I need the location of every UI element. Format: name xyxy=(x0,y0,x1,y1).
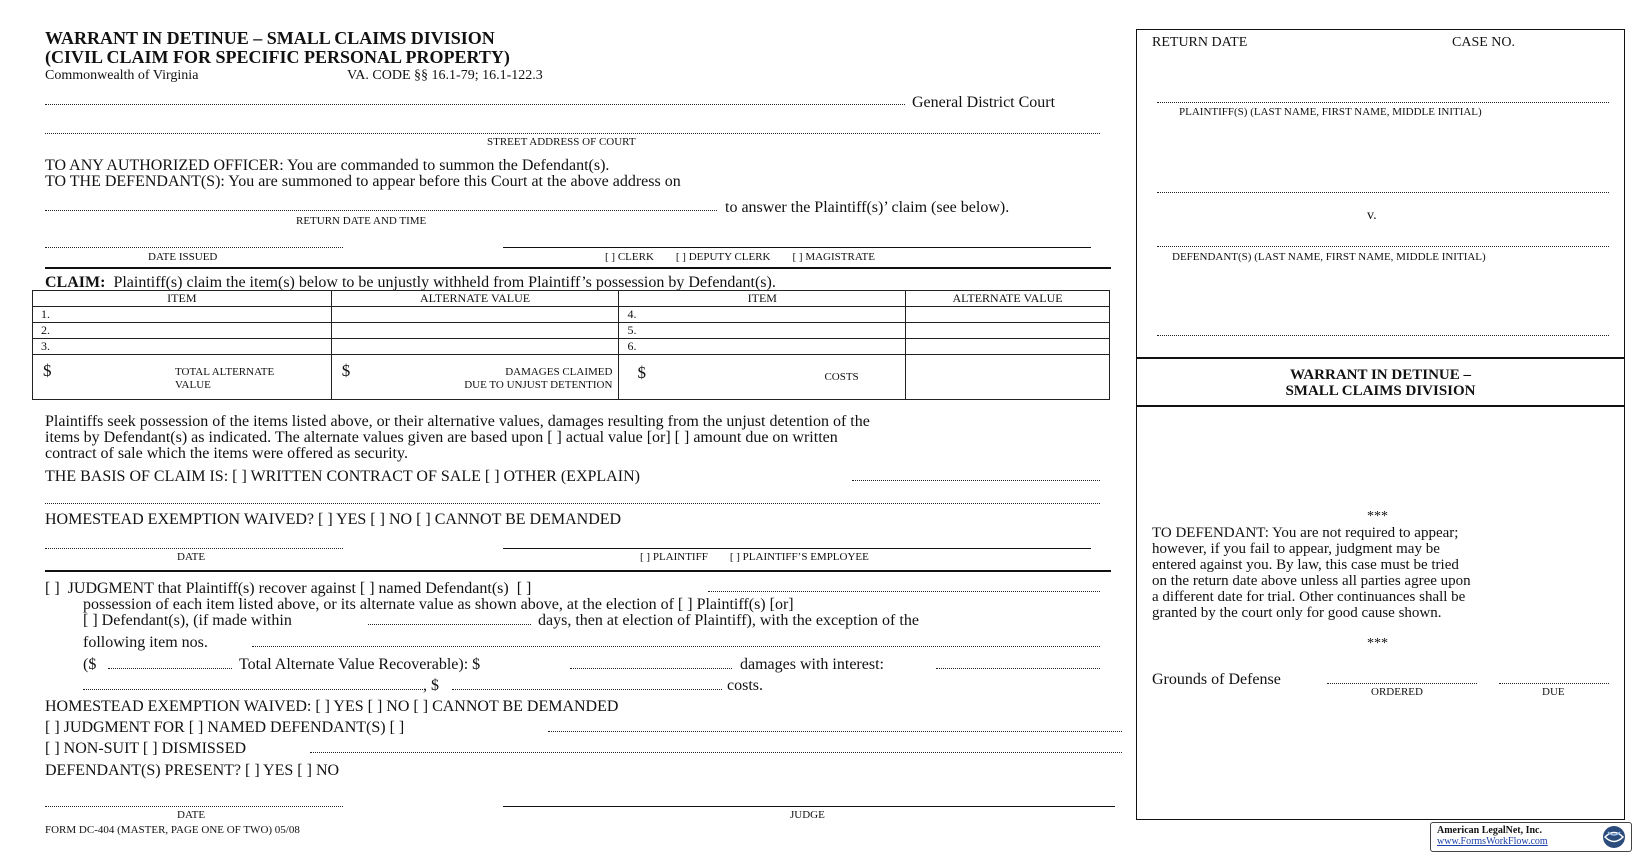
total-alt-value-label: TOTAL ALTERNATE VALUE xyxy=(175,366,275,391)
date-issued-label: DATE ISSUED xyxy=(148,251,218,263)
date-line[interactable] xyxy=(45,548,343,549)
return-date-line[interactable] xyxy=(45,210,717,211)
nonsuit-dismissed[interactable]: [ ] NON-SUIT [ ] DISMISSED xyxy=(45,740,247,757)
date-issued-line[interactable] xyxy=(45,247,343,248)
damages-label: DAMAGES CLAIMED DUE TO UNJUST DETENTION xyxy=(464,366,613,391)
globe-icon xyxy=(1601,824,1627,850)
col-alt-value-right: ALTERNATE VALUE xyxy=(906,291,1110,307)
defendant-name-line-2[interactable] xyxy=(1157,335,1609,336)
claim-label: CLAIM: xyxy=(45,274,106,291)
grounds-of-defense: Grounds of Defense xyxy=(1152,671,1281,688)
judgment-line5b: Total Alternate Value Recoverable): $ xyxy=(239,656,481,673)
right-title-line2: SMALL CLAIMS DIVISION xyxy=(1285,383,1476,399)
jurisdiction: Commonwealth of Virginia xyxy=(45,68,199,83)
item-cell[interactable]: 2. xyxy=(33,323,332,339)
col-item-right: ITEM xyxy=(619,291,906,307)
clerk-signature-line[interactable] xyxy=(503,247,1091,248)
defendant-present[interactable]: DEFENDANT(S) PRESENT? [ ] YES [ ] NO xyxy=(45,762,340,779)
stars-bottom: *** xyxy=(1367,636,1388,651)
plaintiff-name-line[interactable] xyxy=(1157,102,1609,103)
judge-signature-line[interactable] xyxy=(503,806,1115,807)
value-cell[interactable] xyxy=(331,307,619,323)
col-item-left: ITEM xyxy=(33,291,332,307)
item-cell[interactable]: 1. xyxy=(33,307,332,323)
item-cell[interactable]: 5. xyxy=(619,323,906,339)
judgment-date-line[interactable] xyxy=(45,806,343,807)
col-alt-value-left: ALTERNATE VALUE xyxy=(331,291,619,307)
homestead-waiver-1[interactable]: HOMESTEAD EXEMPTION WAIVED? [ ] YES [ ] NO [ ] CANNOT BE DEMANDED xyxy=(45,511,622,528)
item-nos-line[interactable] xyxy=(252,646,1100,647)
judgment-line6a: , $ xyxy=(423,677,439,694)
section-divider xyxy=(45,267,1111,269)
notice-box xyxy=(1136,406,1625,820)
defendant-summons: TO THE DEFENDANT(S): You are summoned to appear before this Court at the above address on xyxy=(45,173,681,190)
plaintiff-name-label: PLAINTIFF(S) (LAST NAME, FIRST NAME, MIDDLE INITIAL) xyxy=(1179,106,1482,118)
costs-cell[interactable] xyxy=(619,355,906,400)
judgment-line1[interactable]: [ ] JUDGMENT that Plaintiff(s) recover against [ ] named Defendant(s) [ ] xyxy=(45,580,532,597)
nonsuit-line[interactable] xyxy=(310,752,1122,753)
judgment-line5c: damages with interest: xyxy=(740,656,884,673)
value-cell[interactable] xyxy=(906,323,1110,339)
street-address-label: STREET ADDRESS OF COURT xyxy=(487,136,636,148)
date-label: DATE xyxy=(177,551,206,563)
explain-line[interactable] xyxy=(852,480,1100,481)
plaintiff-signature-line[interactable] xyxy=(503,548,1091,549)
officer-command: TO ANY AUTHORIZED OFFICER: You are commanded to summon the Defendant(s). xyxy=(45,157,610,174)
publisher-logo[interactable] xyxy=(1430,822,1632,852)
judgment-line4: following item nos. xyxy=(83,634,208,651)
ordered-label: ORDERED xyxy=(1371,686,1423,698)
judgment-line3b: days, then at election of Plaintiff), with the exception of the xyxy=(538,612,919,629)
item-cell[interactable]: 6. xyxy=(619,339,906,355)
judgment-line6b: costs. xyxy=(727,677,763,694)
ordered-line[interactable] xyxy=(1327,683,1477,684)
clerk-options[interactable]: [ ] CLERK [ ] DEPUTY CLERK [ ] MAGISTRATE xyxy=(605,251,875,263)
defendant-name-label: DEFENDANT(S) (LAST NAME, FIRST NAME, MIDDLE INITIAL) xyxy=(1172,251,1486,263)
total-alt-value-cell[interactable] xyxy=(33,355,332,400)
defendant-name-line[interactable] xyxy=(708,591,1100,592)
totals-row xyxy=(33,355,1110,400)
table-header-row xyxy=(33,291,1110,307)
judgment-for[interactable]: [ ] JUDGMENT FOR [ ] NAMED DEFENDANT(S) [ ] xyxy=(45,719,405,736)
due-line[interactable] xyxy=(1499,683,1609,684)
judge-label: JUDGE xyxy=(790,809,825,821)
defendant-name-line[interactable] xyxy=(1157,246,1609,247)
section-divider-2 xyxy=(45,570,1111,572)
homestead-waiver-2[interactable]: HOMESTEAD EXEMPTION WAIVED: [ ] YES [ ] NO [ ] CANNOT BE DEMANDED xyxy=(45,698,619,715)
explain-line-2[interactable] xyxy=(45,503,1100,504)
para-line1: Plaintiffs seek possession of the items listed above, or their alternative values, damages resulting from the unjust detention of the xyxy=(45,413,870,430)
due-label: DUE xyxy=(1542,686,1565,698)
claim-text: Plaintiff(s) claim the item(s) below to be unjustly withheld from Plaintiff’s possession by Defendant(s). xyxy=(113,274,776,291)
va-code: VA. CODE §§ 16.1-79; 16.1-122.3 xyxy=(347,68,543,83)
title-box xyxy=(1136,358,1625,406)
return-date-label: RETURN DATE AND TIME xyxy=(296,215,427,227)
judgment-line3a: [ ] Defendant(s), (if made within xyxy=(83,612,292,629)
answer-text: to answer the Plaintiff(s)’ claim (see below). xyxy=(725,199,1010,216)
table-row xyxy=(33,339,1110,355)
return-date-label: RETURN DATE xyxy=(1152,35,1248,50)
stars-top: *** xyxy=(1367,509,1388,524)
damages-cell[interactable] xyxy=(331,355,619,400)
blank-cell xyxy=(906,355,1110,400)
item-cell[interactable]: 4. xyxy=(619,307,906,323)
table-row xyxy=(33,307,1110,323)
basis-of-claim[interactable]: THE BASIS OF CLAIM IS: [ ] WRITTEN CONTRACT OF SALE [ ] OTHER (EXPLAIN) xyxy=(45,468,640,485)
interest-line[interactable] xyxy=(936,668,1100,669)
value-cell[interactable] xyxy=(331,339,619,355)
value-cell[interactable] xyxy=(906,339,1110,355)
costs-amount-line[interactable] xyxy=(452,689,722,690)
item-cell[interactable]: 3. xyxy=(33,339,332,355)
claim-items-table xyxy=(32,290,1110,400)
alt-value-amount-line[interactable] xyxy=(108,668,232,669)
right-title-line1: WARRANT IN DETINUE – xyxy=(1289,367,1471,383)
case-caption-box xyxy=(1136,29,1625,358)
para-line2: items by Defendant(s) as indicated. The alternate values given are based upon [ ] actual value [or] [ ] amount due on written xyxy=(45,429,838,446)
form-title-line2: (CIVIL CLAIM FOR SPECIFIC PERSONAL PROPERTY) xyxy=(45,47,510,67)
value-cell[interactable] xyxy=(906,307,1110,323)
judgment-date-label: DATE xyxy=(177,809,206,821)
plaintiff-options[interactable]: [ ] PLAINTIFF [ ] PLAINTIFF’S EMPLOYEE xyxy=(640,551,869,563)
logo-url[interactable]: www.FormsWorkFlow.com xyxy=(1437,836,1548,847)
defendant-notice: TO DEFENDANT: You are not required to appear; however, if you fail to appear, judgment may be entered against you. By law, this case must be tried on the return date above unless all parties agree upon a different date for trial. Other continuances shall be granted by the court only for good cause shown. xyxy=(1152,525,1471,621)
dollar-sign: $ xyxy=(637,363,646,382)
case-no-label: CASE NO. xyxy=(1452,35,1516,50)
court-name-label: General District Court xyxy=(912,94,1056,111)
versus-label: v. xyxy=(1367,208,1377,223)
form-id: FORM DC-404 (MASTER, PAGE ONE OF TWO) 05/08 xyxy=(45,824,300,836)
para-line3: contract of sale which the items were offered as security. xyxy=(45,445,408,462)
logo-name: American LegalNet, Inc. xyxy=(1437,825,1542,836)
table-row xyxy=(33,323,1110,339)
plaintiff-name-line-2[interactable] xyxy=(1157,192,1609,193)
court-name-line[interactable] xyxy=(45,104,905,105)
dollar-sign: $ xyxy=(341,361,351,380)
costs-label: COSTS xyxy=(824,371,859,383)
dollar-sign: $ xyxy=(43,361,52,380)
judgment-for-line[interactable] xyxy=(548,731,1122,732)
form-title-line1: WARRANT IN DETINUE – SMALL CLAIMS DIVISION xyxy=(45,28,495,48)
interest-date-line[interactable] xyxy=(83,689,423,690)
judgment-line2: possession of each item listed above, or its alternate value as shown above, at the election of [ ] Plaintiff(s) [or] xyxy=(83,596,794,613)
days-line[interactable] xyxy=(368,624,531,625)
value-cell[interactable] xyxy=(331,323,619,339)
judgment-line5a: ($ xyxy=(83,656,97,673)
court-address-line[interactable] xyxy=(45,133,1100,134)
damages-amount-line[interactable] xyxy=(570,668,732,669)
